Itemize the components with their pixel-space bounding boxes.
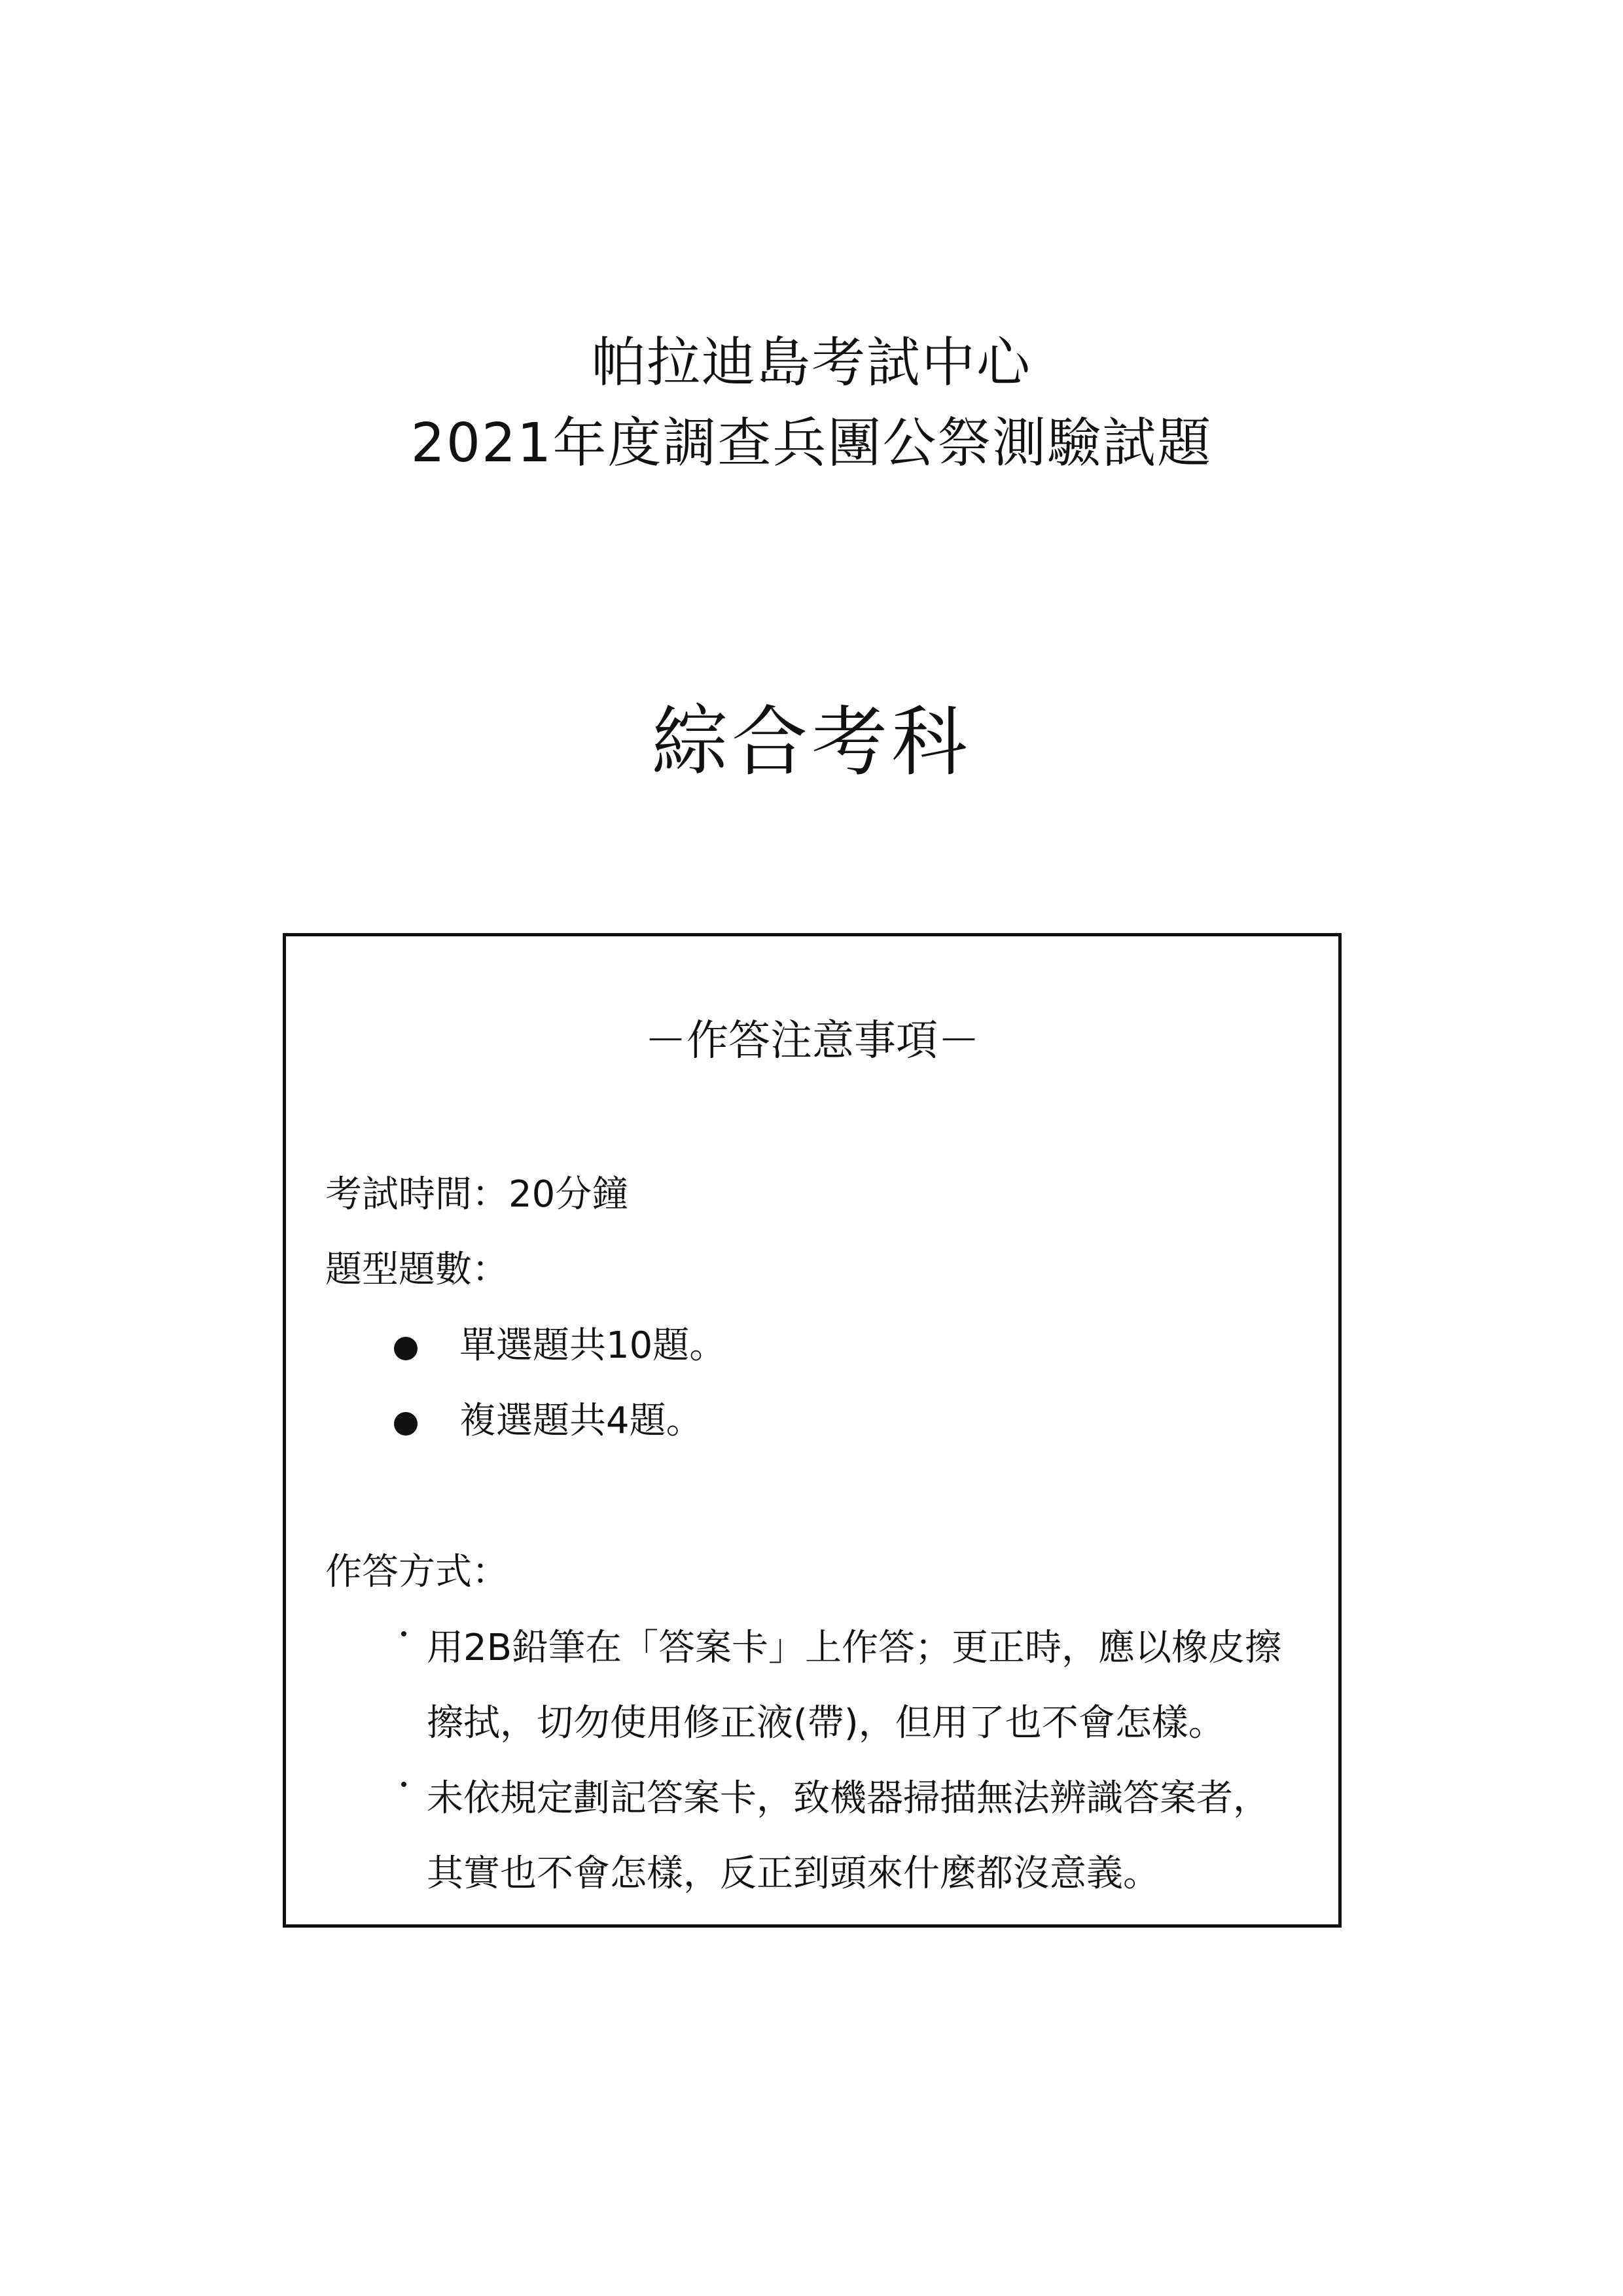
question-types-label: 題型題數： (325, 1248, 508, 1291)
bullet-tick-icon (401, 1782, 406, 1787)
question-type-single-choice: 單選題共10題。 (459, 1324, 726, 1367)
method-2-line-1: 未依規定劃記答案卡，致機器掃描無法辨識答案者， (427, 1777, 1270, 1820)
question-type-multiple-choice: 複選題共4題。 (459, 1400, 703, 1442)
method-1-line-2: 擦拭，切勿使用修正液(帶)，但用了也不會怎樣。 (427, 1702, 1225, 1744)
instructions-title: －作答注意事項－ (645, 1017, 980, 1065)
bullet-dot-icon (394, 1337, 418, 1360)
method-2-line-2: 其實也不會怎樣，反正到頭來什麼都沒意義。 (427, 1852, 1160, 1895)
subject-title: 綜合考科 (652, 698, 971, 786)
organization-name: 帕拉迪島考試中心 (591, 332, 1031, 394)
bullet-tick-icon (401, 1631, 406, 1636)
method-label: 作答方式： (325, 1551, 508, 1593)
method-1-line-1: 用2B鉛筆在「答案卡」上作答；更正時，應以橡皮擦 (427, 1627, 1282, 1669)
bullet-dot-icon (394, 1412, 418, 1436)
instructions-box (283, 933, 1342, 1928)
exam-time: 考試時間：20分鐘 (325, 1173, 629, 1216)
exam-title: 2021年度調查兵團公祭測驗試題 (410, 412, 1213, 474)
